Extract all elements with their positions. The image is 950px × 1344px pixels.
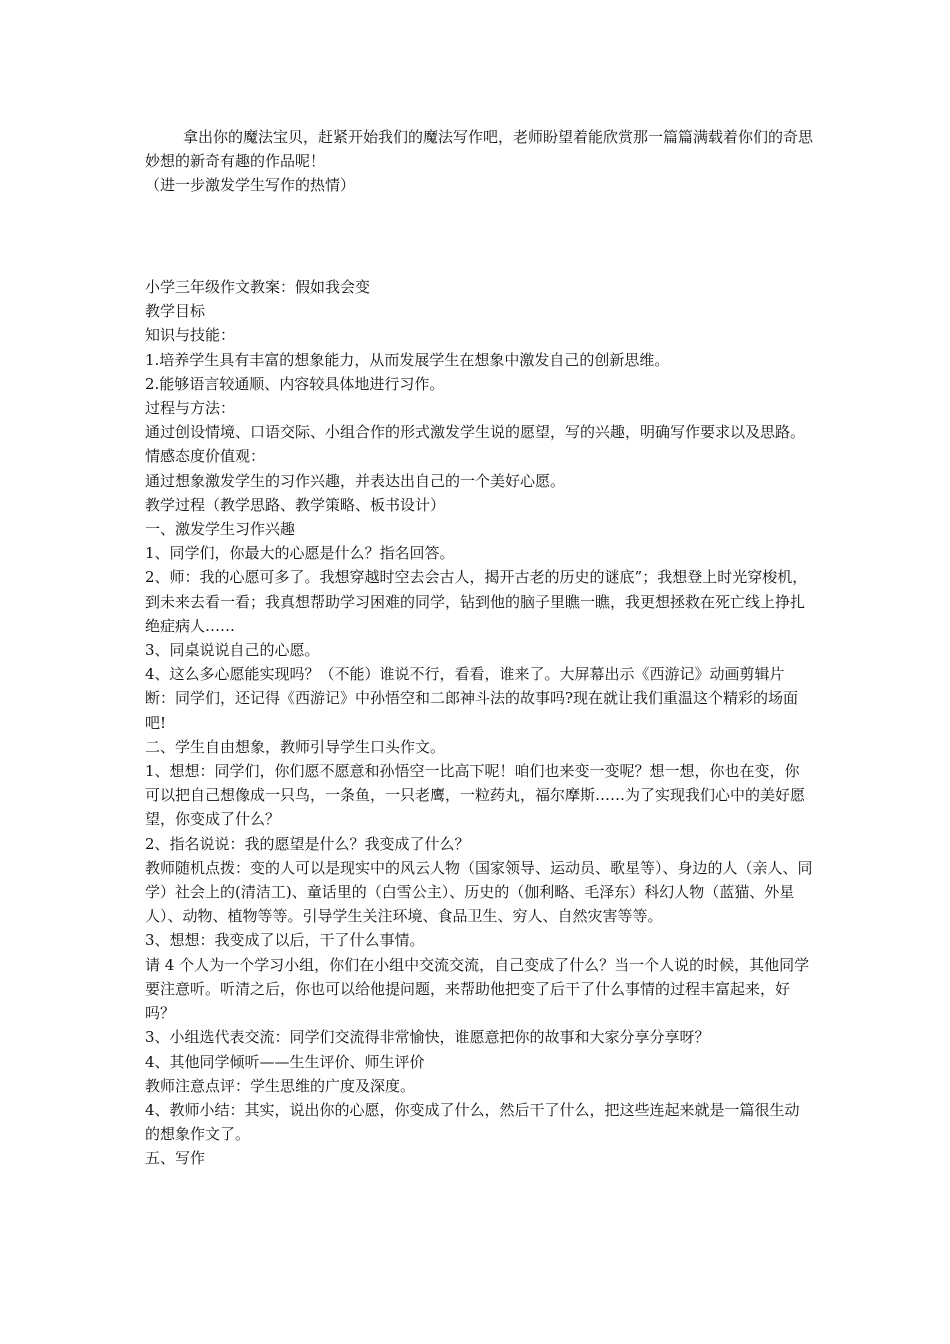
body-line: 通过想象激发学生的习作兴趣，并表达出自己的一个美好心愿。: [145, 471, 566, 490]
section-heading: 二、学生自由想象，教师引导学生口头作文。: [145, 737, 446, 756]
body-line: 3、小组选代表交流：同学们交流得非常愉快，谁愿意把你的故事和大家分享分享呀？: [145, 1028, 710, 1047]
body-line: 1、同学们，你最大的心愿是什么？指名回答。: [145, 544, 455, 563]
doc-title: 小学三年级作文教案：假如我会变: [145, 278, 371, 296]
body-line: 4、这么多心愿能实现吗？（不能）谁说不行，看看，谁来了。大屏幕出示《西游记》动画剪辑片断：同学们，还记得《西游记》中孙悟空和二郎神斗法的故事吗?现在就让我们重温这个精彩的场面吧!: [145, 665, 799, 732]
body-line: 3、同桌说说自己的心愿。: [145, 641, 320, 660]
lesson-plan-body: [145, 275, 813, 1171]
subsection-heading: 知识与技能：: [145, 326, 236, 345]
body-line: 通过创设情境、口语交际、小组合作的形式激发学生说的愿望，写的兴趣，明确写作要求以及思路。: [145, 423, 806, 442]
body-line: 请 4 个人为一个学习小组，你们在小组中交流交流，自己变成了什么？当一个人说的时候，其他同学要注意听。听清之后，你也可以给他提问题，来帮助他把变了后干了什么事情的过程丰富起来，好吗？: [145, 955, 810, 1023]
body-line: 2、师：我的心愿可多了。我想穿越时空去会古人，揭开古老的历史的谜底”；我想登上时光穿梭机，到未来去看一看；我真想帮助学习困难的同学，钻到他的脑子里瞧一瞧，我更想拯救在死亡线上挣扎绝症病人……: [145, 568, 808, 635]
intro-note: （进一步激发学生写作的热情）: [145, 176, 356, 195]
body-line: 2、指名说说：我的愿望是什么？我变成了什么？: [145, 834, 470, 853]
section-heading: 五、写作: [145, 1149, 206, 1168]
subsection-heading: 情感态度价值观：: [145, 447, 266, 466]
section-heading: 教学目标: [145, 302, 206, 321]
body-line: 4、其他同学倾听——生生评价、师生评价: [145, 1052, 425, 1071]
subsection-heading: 过程与方法：: [145, 399, 236, 418]
intro-block: [145, 125, 813, 198]
body-line: 教师随机点拨：变的人可以是现实中的风云人物（国家领导、运动员、歌星等）、身边的人（亲人、同学）社会上的(清洁工)、童话里的（白雪公主）、历史的（伽利略、毛泽东）科幻人物（蓝猫、外星人）、动物、植物等等。引导学生关注环境、食品卫生、穷人、自然灾害等等。: [145, 858, 813, 926]
body-line: 1.培养学生具有丰富的想象能力，从而发展学生在想象中激发自己的创新思维。: [145, 350, 670, 369]
body-line: 3、想想：我变成了以后，干了什么事情。: [145, 931, 425, 950]
intro-paragraph: 拿出你的魔法宝贝，赶紧开始我们的魔法写作吧，老师盼望着能欣赏那一篇篇满载着你们的奇思妙想的新奇有趣的作品呢！: [145, 128, 814, 171]
body-line: 1、想想：同学们，你们愿不愿意和孙悟空一比高下呢！咱们也来变一变呢？想一想，你也在变，你可以把自己想像成一只鸟，一条鱼，一只老鹰，一粒药丸，福尔摩斯……为了实现我们心中的美好愿望，你变成了什么？: [145, 762, 806, 829]
body-line: 教师注意点评：学生思维的广度及深度。: [145, 1076, 416, 1095]
section-heading: 教学过程（教学思路、教学策略、板书设计）: [145, 495, 446, 514]
section-heading: 一、激发学生习作兴趣: [145, 520, 296, 539]
body-line: 4、教师小结：其实，说出你的心愿，你变成了什么，然后干了什么，把这些连起来就是一篇很生动的想象作文了。: [145, 1100, 800, 1144]
body-line: 2.能够语言较通顺、内容较具体地进行习作。: [145, 374, 445, 393]
